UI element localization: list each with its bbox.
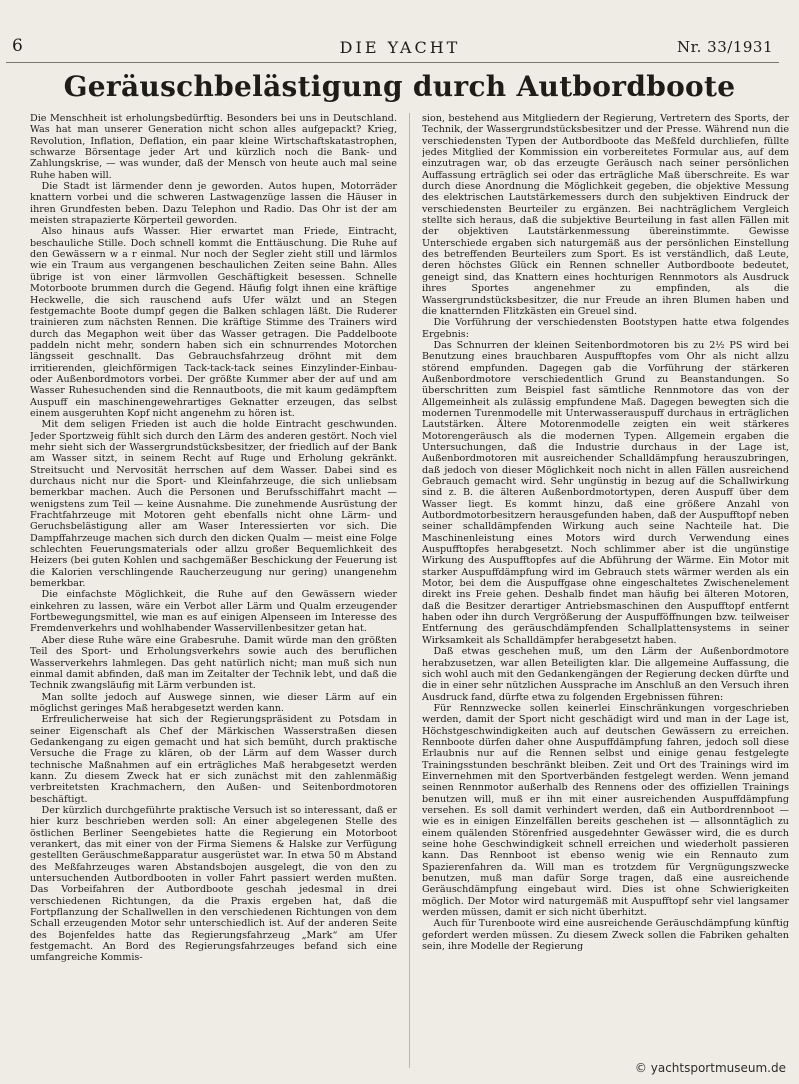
paragraph: Die Menschheit ist erholungsbedürftig. Besonders bei uns in Deutschland. Was hat man unserer Generation nicht schon alles aufgepackt? Krieg, Revolution, Inflation, Deflation, ein paar kleine Wirtschaftskatastrophen, schwarze Börsentage jeder Art und kürzlich noch die Bank- und Zahlungskrise, — was wunder, daß der Mensch von heute auch mal seine Ruhe haben will. bbox=[30, 113, 397, 181]
paragraph: Aber diese Ruhe wäre eine Grabesruhe. Damit würde man den größten Teil des Sport- und Erholungsverkehrs sowie auch des beruflichen Wasserverkehrs lahmlegen. Das geht natürlich nicht; man muß sich nun einmal damit abfinden, daß man im Zeitalter der Technik lebt, und daß die Technik zwangsläufig mit Lärm verbunden ist. bbox=[30, 634, 397, 692]
watermark: © yachtsportmuseum.de bbox=[632, 1060, 789, 1076]
paragraph: Die einfachste Möglichkeit, die Ruhe auf den Gewässern wieder einkehren zu lassen, wäre ein Verbot aller Lärm und Qualm erzeugender Fortbewegungsmittel, wie man es auf einigen Alpenseen im Interesse des Fremdenverkehrs und wohlhabender Wasservillenbesitzer getan hat. bbox=[30, 589, 397, 635]
article-body bbox=[30, 113, 789, 1068]
paragraph: Das Schnurren der kleinen Seitenbordmotoren bis zu 2½ PS wird bei Benutzung eines brauchbaren Auspufftopfes vom Ohr als nicht allzu störend empfunden. Dagegen gab die Vorführung der stärkeren Außenbordmotore verschiedentlich Grund zu Beanstandungen. So überschritten zum Beispiel fast sämtliche Rennmotore das von der Allgemeinheit als zulässig empfundene Maß. Dagegen bewegten sich die modernen Turenmodelle mit Unterwasserauspuff durchaus in erträglichen Lautstärken. Ältere Motorenmodelle zeigten ein weit stärkeres Motorengeräusch als die modernen Typen. Allgemein ergaben die Untersuchungen, daß die Industrie durchaus in der Lage ist, Außenbordmotoren mit ausreichender Schalldämpfung herauszubringen, daß jedoch von dieser Möglichkeit noch nicht in allen Fällen ausreichend Gebrauch gemacht wird. Sehr ungünstig in bezug auf die Schallwirkung sind z. B. die älteren Außenbordmotortypen, deren Auspuff über dem Wasser liegt. Es kommt hinzu, daß eine größere Anzahl von Autbordmotorbesitzern herausgefunden haben, daß der Auspufftopf neben seiner schalldämpfenden Wirkung auch seine Nachteile hat. Die Maschinenleistung eines Motors wird durch Verwendung eines Auspufftopfes herabgesetzt. Noch schlimmer aber ist die ungünstige Wirkung des Auspufftopfes auf die Abführung der Wärme. Ein Motor mit starker Auspuffdämpfung wird im Gebrauch stets wärmer werden als ein Motor, bei dem die Auspuffgase ohne eingeschaltetes Zwischenelement direkt ins Freie gehen. Deshalb findet man häufig bei älteren Motoren, daß die Besitzer derartiger Antriebsmaschinen den Auspufftopf entfernt haben oder ihn durch Vergrößerung der Auspufföffnungen bzw. teilweiser Entfernung des geräuschdämpfenden Schallplattensystems in seiner Wirksamkeit als Schalldämpfer herabgesetzt haben. bbox=[422, 339, 789, 646]
left-column bbox=[30, 113, 397, 1068]
page-number: 6 bbox=[12, 36, 23, 56]
paragraph: Die Stadt ist lärmender denn je geworden. Autos hupen, Motorräder knattern vorbei und die schweren Lastwagenzüge lassen die Häuser in ihren Grundfesten beben. Dazu Telephon und Radio. Das Ohr ist der am meisten strapazierte Körperteil geworden. bbox=[30, 181, 397, 227]
paragraph: Die Vorführung der verschiedensten Bootstypen hatte etwa folgendes Ergebnis: bbox=[422, 317, 789, 340]
paragraph: Daß etwas geschehen muß, um den Lärm der Außenbordmotore herabzusetzen, war allen Beteiligten klar. Die allgemeine Auffassung, die sich wohl auch mit den Gedankengängen der Regierung decken dürfte und die in einer sehr nützlichen Aussprache im Anschluß an den Versuch ihren Ausdruck fand, dürfte etwa zu folgenden Ergebnissen führen: bbox=[422, 646, 789, 703]
paragraph: Auch für Turenboote wird eine ausreichende Geräuschdämpfung künftig gefordert werden müssen. Zu diesem Zweck sollen die Fabriken gehalten sein, ihre Modelle der Regierung bbox=[422, 918, 789, 953]
paragraph: Man sollte jedoch auf Auswege sinnen, wie dieser Lärm auf ein möglichst geringes Maß herabgesetzt werden kann. bbox=[30, 691, 397, 714]
page-header bbox=[0, 0, 799, 60]
issue-number: Nr. 33/1931 bbox=[677, 38, 773, 56]
paragraph: Für Rennzwecke sollen keinerlei Einschränkungen vorgeschrieben werden, damit der Sport nicht geschädigt wird und man in der Lage ist, Höchstgeschwindigkeiten auch auf deutschen Gewässern zu erreichen. Rennboote dürfen daher ohne Auspuffdämpfung fahren, jedoch soll diese Erlaubnis nur auf die Rennen selbst und einige genau festgelegte Trainingsstunden beschränkt bleiben. Zeit und Ort des Trainings wird im Einvernehmen mit den Sportverbänden festgelegt werden. Wenn jemand seinen Rennmotor außerhalb des Rennens oder des offiziellen Trainings benutzen will, muß er ihn mit einer ausreichenden Auspuffdämpfung versehen. Es soll damit verhindert werden, daß ein Autbordrennboot — wie es in einigen Einzelfällen bereits geschehen ist — allsonntäglich zu einem quälenden Störenfried ausgedehnter Gewässer wird, die es durch seine hohe Geschwindigkeit schnell erreichen und wiederholt passieren kann. Das Rennboot ist ebenso wenig wie ein Rennauto zum Spazierenfahren da. Will man es trotzdem für Vergnügungszwecke benutzen, muß man dafür Sorge tragen, daß eine ausreichende Geräuschdämpfung eingebaut wird. Dies ist ohne Schwierigkeiten möglich. Der Motor wird naturgemäß mit Auspufftopf sehr viel langsamer werden müssen, damit er sich nicht überhitzt. bbox=[422, 702, 789, 919]
header-rule bbox=[6, 62, 779, 63]
paragraph: sion, bestehend aus Mitgliedern der Regierung, Vertretern des Sports, der Technik, der Wassergrundstücksbesitzer und der Presse. Während nun die verschiedensten Typen der Autbordboote das Meßfeld durchliefen, füllte jedes Mitglied der Kommission ein vorbereitetes Formular aus, auf dem einzutragen war, ob das erzeugte Geräusch nach seiner persönlichen Auffassung erträglich sei oder das erträgliche Maß überschreite. Es war durch diese Anordnung die Möglichkeit gegeben, die objektive Messung des elektrischen Lautstärkemessers durch den subjektiven Eindruck der verschiedensten Beurteiler zu ergänzen. Bei nachträglichem Vergleich stellte sich heraus, daß die subjektive Beurteilung in fast allen Fällen mit der objektiven Lautstärkenmessung übereinstimmte. Gewisse Unterschiede ergaben sich naturgemäß aus der persönlichen Einstellung des betreffenden Beurteilers zum Sport. Es ist verständlich, daß Leute, deren höchstes Glück ein Rennen schneller Autbordboote bedeutet, geneigt sind, das Knattern eines hochturigen Rennmotors als Ausdruck ihres Sportes angenehmer zu empfinden, als die Wassergrundstücksbesitzer, die nur Freude an ihren Blumen haben und die knatternden Flitzkästen ein Greuel sind. bbox=[422, 113, 789, 317]
article-title: Geräuschbelästigung durch Autbordboote bbox=[63, 70, 736, 103]
column-divider bbox=[409, 113, 410, 1068]
right-column bbox=[422, 113, 789, 1068]
paragraph: Also hinaus aufs Wasser. Hier erwartet man Friede, Eintracht, beschauliche Stille. Doch schnell kommt die Enttäuschung. Die Ruhe auf den Gewässern w a r einmal. Nur noch der Segler zieht still und lärmlos wie ein Traum aus vergangenen beschaulichen Zeiten seine Bahn. Alles übrige ist von einer lärmvollen Geschäftigkeit besessen. Schnelle Motorboote brummen durch die Gegend. Häufig folgt ihnen eine kräftige Heckwelle, die sich rauschend aufs Ufer wälzt und an Stegen festgemachte Boote dumpf gegen die Balken schlagen läßt. Die Ruderer trainieren zum nächsten Rennen. Die kräftige Stimme des Trainers wird durch das Megaphon weit über das Wasser getragen. Die Paddelboote paddeln nicht mehr, sondern haben sich ein schnurrendes Motorchen längsseit geschnallt. Das Gebrauchsfahrzeug dröhnt mit dem irritierenden, gleichförmigen Tack-tack-tack seines Einzylinder-Einbau- oder Außenbordmotors vorbei. Der größte Kummer aber der auf und am Wasser Ruhesuchenden sind die Rennautboots, die mit kaum gedämpftem Auspuff ein maschinengewehrartiges Geknatter erzeugen, das selbst einem ausgeruhten Kopf nicht angenehm zu hören ist. bbox=[30, 226, 397, 419]
paragraph: Mit dem seligen Frieden ist auch die holde Eintracht geschwunden. Jeder Sportzweig fühlt sich durch den Lärm des anderen gestört. Noch viel mehr sieht sich der Wassergrundstücksbesitzer, der friedlich auf der Bank am Wasser sitzt, in seinem Recht auf Ruge und Erholung gekränkt. Streitsucht und Nervosität herrschen auf dem Wasser. Dabei sind es durchaus nicht nur die Sport- und Kleinfahrzeuge, die sich unliebsam bemerkbar machen. Auch die Personen und Berufsschiffahrt macht — wenigstens zum Teil — keine Ausnahme. Die zunehmende Ausrüstung der Frachtfahrzeuge mit Motoren geht ebenfalls nicht ohne Lärm- und Geruchsbelästigung aller am Waser Interessierten vor sich. Die Dampffahrzeuge machen sich durch den dicken Qualm — meist eine Folge schlechten Feuerungsmaterials oder allzu großer Bequemlichkeit des Heizers (bei guten Kohlen und sachgemäßer Beschickung der Feuerung ist die Kalorien verschlingende Raucherzeugung nur gering) unangenehm bemerkbar. bbox=[30, 419, 397, 590]
paragraph: Erfreulicherweise hat sich der Regierungspräsident zu Potsdam in seiner Eigenschaft als Chef der Märkischen Wasserstraßen diesen Gedankengang zu eigen gemacht und hat sich bemüht, durch praktische Versuche die Frage zu klären, ob der Lärm auf dem Wasser durch technische Maßnahmen auf ein erträgliches Maß herabgesetzt werden kann. Zu diesem Zweck hat er sich zunächst mit den zahlenmäßig verbreitetsten Krachmachern, den Außen- und Seitenbordmotoren beschäftigt. bbox=[30, 714, 397, 805]
magazine-name: DIE YACHT bbox=[339, 38, 461, 57]
paragraph: Der kürzlich durchgeführte praktische Versuch ist so interessant, daß er hier kurz beschrieben werden soll: An einer abgelegenen Stelle des östlichen Berliner Seengebietes hatte die Regierung ein Motorboot verankert, das mit einer von der Firma Siemens & Halske zur Verfügung gestellten Geräuschmeßapparatur ausgerüstet war. In etwa 50 m Abstand des Meßfahrzeuges waren Abstandsbojen ausgelegt, die von den zu untersuchenden Autbordbooten in voller Fahrt passiert werden mußten. Das Vorbeifahren der Autbordboote geschah jedesmal in drei verschiedenen Richtungen, da die Praxis ergeben hat, daß die Fortpflanzung der Schallwellen in den verschiedenen Richtungen von dem Schall erzeugenden Motor sehr unterschiedlich ist. Auf der anderen Seite des Bojenfeldes hatte das Regierungsfahrzeug „Mark“ am Ufer festgemacht. An Bord des Regierungsfahrzeuges befand sich eine umfangreiche Kommis- bbox=[30, 804, 397, 964]
